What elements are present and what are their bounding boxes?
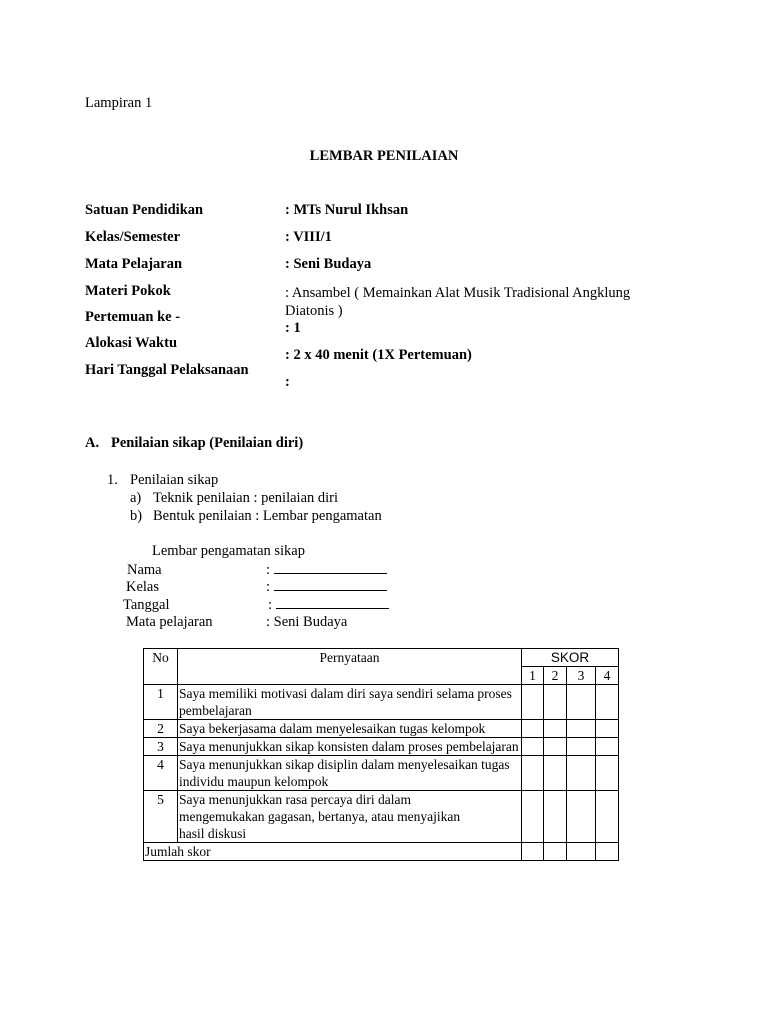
total-label: Jumlah skor xyxy=(144,843,522,861)
score-cell[interactable] xyxy=(544,791,567,843)
row-statement: Saya menunjukkan rasa percaya diri dalam mengemukakan gagasan, bertanya, atau menyajikan hasil diskusi xyxy=(178,791,522,843)
field-colon: : xyxy=(268,597,273,613)
row-statement: Saya menunjukkan sikap disiplin dalam menyelesaikan tugas individu maupun kelompok xyxy=(178,756,522,791)
field-label-name: Nama xyxy=(127,562,162,578)
score-level-1: 1 xyxy=(522,667,544,685)
score-level-2: 2 xyxy=(544,667,567,685)
field-date xyxy=(268,596,389,614)
sub-item-marker-b: b) xyxy=(130,508,143,524)
identity-value-school: : MTs Nurul Ikhsan xyxy=(285,202,409,218)
score-cell[interactable] xyxy=(596,791,619,843)
row-number: 2 xyxy=(144,720,178,738)
sub-item-text-b: Bentuk penilaian : Lembar pengamatan xyxy=(153,508,382,524)
class-blank-line xyxy=(274,578,387,591)
row-number: 4 xyxy=(144,756,178,791)
row-number: 5 xyxy=(144,791,178,843)
header-statement: Pernyataan xyxy=(178,649,522,685)
name-blank-line xyxy=(274,561,387,574)
identity-label-date: Hari Tanggal Pelaksanaan xyxy=(85,362,249,378)
field-name xyxy=(266,561,387,579)
total-score-cell[interactable] xyxy=(567,843,596,861)
score-cell[interactable] xyxy=(596,685,619,720)
identity-label-subject: Mata Pelajaran xyxy=(85,256,183,272)
field-colon: : xyxy=(266,562,271,578)
section-a-title: Penilaian sikap (Penilaian diri) xyxy=(111,435,304,451)
score-cell[interactable] xyxy=(567,738,596,756)
identity-value-class: : VIII/1 xyxy=(285,229,332,245)
score-cell[interactable] xyxy=(567,685,596,720)
row-number: 3 xyxy=(144,738,178,756)
field-label-date: Tanggal xyxy=(123,597,170,613)
identity-value-time: : 2 x 40 menit (1X Pertemuan) xyxy=(285,347,472,363)
identity-label-class: Kelas/Semester xyxy=(85,229,181,245)
score-cell[interactable] xyxy=(567,791,596,843)
score-cell[interactable] xyxy=(544,685,567,720)
identity-label-meeting: Pertemuan ke - xyxy=(85,309,181,325)
score-cell[interactable] xyxy=(596,738,619,756)
score-cell[interactable] xyxy=(522,791,544,843)
score-level-3: 3 xyxy=(567,667,596,685)
field-label-class: Kelas xyxy=(126,579,160,595)
identity-value-date: : xyxy=(285,374,290,390)
table-row xyxy=(144,720,619,738)
field-subject-value: : Seni Budaya xyxy=(266,614,348,630)
table-row xyxy=(144,738,619,756)
identity-value-topic: : Ansambel ( Memainkan Alat Musik Tradisional Angklung Diatonis ) xyxy=(285,285,631,319)
score-cell[interactable] xyxy=(544,738,567,756)
list-number: 1. xyxy=(107,472,118,488)
table-row xyxy=(144,685,619,720)
field-colon: : xyxy=(266,579,271,595)
identity-value-meeting: : 1 xyxy=(285,320,301,336)
total-score-cell[interactable] xyxy=(596,843,619,861)
score-cell[interactable] xyxy=(522,685,544,720)
total-score-cell[interactable] xyxy=(544,843,567,861)
section-a-letter: A. xyxy=(85,435,100,451)
attitude-score-table xyxy=(143,648,619,861)
score-cell[interactable] xyxy=(522,738,544,756)
identity-label-topic: Materi Pokok xyxy=(85,283,171,299)
date-blank-line xyxy=(276,596,389,609)
score-cell[interactable] xyxy=(567,720,596,738)
row-number: 1 xyxy=(144,685,178,720)
identity-label-time: Alokasi Waktu xyxy=(85,335,178,351)
identity-value-subject: : Seni Budaya xyxy=(285,256,372,272)
field-class xyxy=(266,578,387,596)
table-row xyxy=(144,756,619,791)
list-item-title: Penilaian sikap xyxy=(130,472,219,488)
score-cell[interactable] xyxy=(596,720,619,738)
total-score-cell[interactable] xyxy=(522,843,544,861)
table-total-row xyxy=(144,843,619,861)
score-cell[interactable] xyxy=(544,756,567,791)
header-score: SKOR xyxy=(522,649,619,667)
header-no: No xyxy=(144,649,178,685)
document-title: LEMBAR PENILAIAN xyxy=(309,148,459,164)
sub-item-text-a: Teknik penilaian : penilaian diri xyxy=(153,490,339,506)
row-statement: Saya memiliki motivasi dalam diri saya sendiri selama proses pembelajaran xyxy=(178,685,522,720)
attachment-label: Lampiran 1 xyxy=(85,95,153,111)
identity-label-school: Satuan Pendidikan xyxy=(85,202,204,218)
score-cell[interactable] xyxy=(522,756,544,791)
row-statement: Saya bekerjasama dalam menyelesaikan tugas kelompok xyxy=(178,720,522,738)
score-cell[interactable] xyxy=(567,756,596,791)
table-header-row xyxy=(144,649,619,667)
score-cell[interactable] xyxy=(544,720,567,738)
row-statement: Saya menunjukkan sikap konsisten dalam proses pembelajaran xyxy=(178,738,522,756)
score-cell[interactable] xyxy=(596,756,619,791)
field-label-subject: Mata pelajaran xyxy=(126,614,213,630)
score-level-4: 4 xyxy=(596,667,619,685)
sub-item-marker-a: a) xyxy=(130,490,142,506)
sheet-title: Lembar pengamatan sikap xyxy=(152,543,305,559)
table-row xyxy=(144,791,619,843)
score-cell[interactable] xyxy=(522,720,544,738)
